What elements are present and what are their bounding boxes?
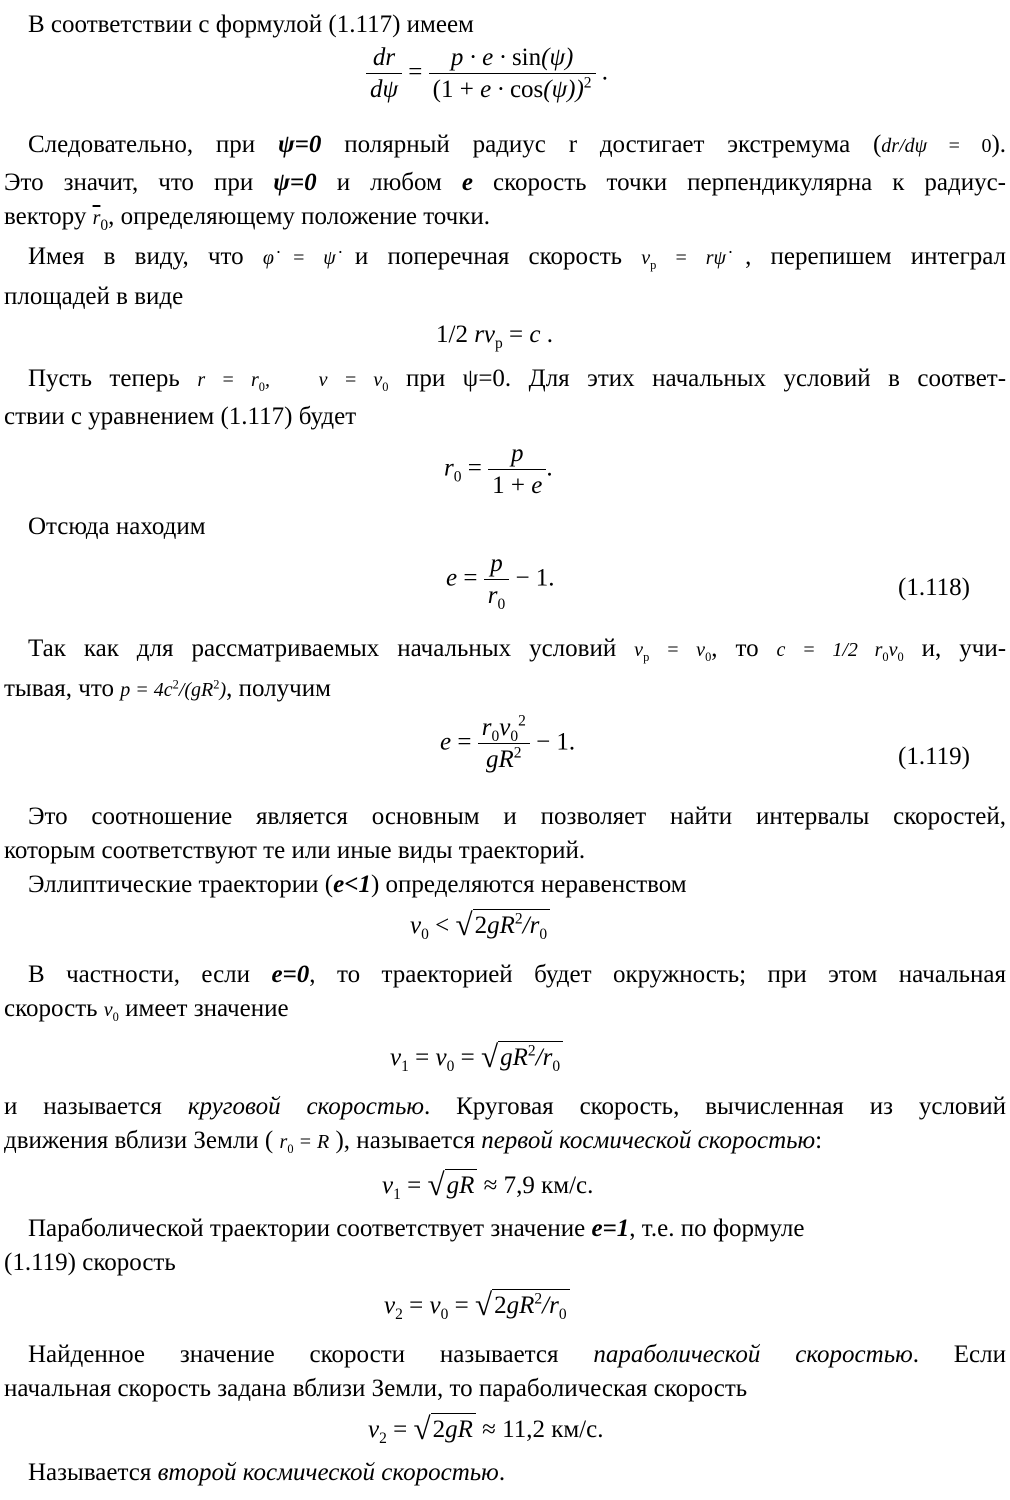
equation-number-119: (1.119) [898, 743, 970, 770]
paragraph-circle: В частности, если e=0, то траекторией будет окружность; при этом начальная [28, 961, 1006, 988]
paragraph-parabolic: Параболической траектории соответствует значение e=1, т.е. по формуле [28, 1215, 805, 1242]
formula-circular-speed: $v_1 = v_0 = √gR^2/r_0$ [390, 1040, 563, 1075]
paragraph-first-cosmic: движения вблизи Земли ( $r_0 = R$ ), называется первой космической скоростью: [4, 1127, 823, 1156]
formula-second-cosmic: $v_2 = √2gR \approx 11,2$ км/с. [368, 1411, 604, 1447]
paragraph-equation-ref: ствии с уравнением (1.117) будет [4, 403, 357, 430]
paragraph-extremum: Следовательно, при ψ=0 полярный радиус r достигает экстремума (dr/dψ = 0). [28, 131, 1007, 158]
paragraph-second-cosmic: Называется второй космической скоростью. [28, 1459, 506, 1486]
formula-first-cosmic: $v_1 = √gR \approx 7,9$ км/с. [382, 1167, 594, 1203]
paragraph-circular-name: и называется круговой скоростью. Круговая скорость, вычисленная из условий [4, 1093, 1006, 1120]
paragraph-basic: Это соотношение является основным и позволяет найти интервалы скоростей, [28, 803, 1006, 830]
paragraph-initial: Пусть теперь $r = r_0$, $v = v_0$ при ψ=0. Для этих начальных условий в соответ- [28, 365, 1007, 394]
equation-number-118: (1.118) [898, 574, 970, 601]
paragraph-elliptic: Эллиптические траектории (e<1) определяются неравенством [28, 871, 687, 898]
paragraph-trajectories: которым соответствуют те или иные виды траекторий. [4, 837, 586, 864]
paragraph-hence: Отсюда находим [28, 513, 206, 540]
formula-derivative: $\frac{dr}{d\psi}$ = $\frac{p \cdot e \cdot \sin(\psi)}{(1 + e \cdot \cos(\psi))^2}$ . [366, 42, 608, 106]
paragraph-areas: площадей в виде [4, 283, 184, 310]
formula-elliptic-inequality: $v_0 < √2gR^2/r_0$ [410, 908, 550, 943]
paragraph-radius-vector: вектору $\overline{r}_0$, определяющему положение точки. [4, 203, 491, 234]
paragraph-speed-ref: (1.119) скорость [4, 1249, 176, 1276]
formula-r0: $r_0$ = $\frac{p}{1 + e}$ . [444, 440, 553, 500]
paragraph-near-earth: начальная скорость задана вблизи Земли, то параболическая скорость [4, 1375, 748, 1402]
formula-e-118: e = $\frac{p}{r_0}$ − 1. [446, 550, 555, 614]
formula-parabolic-speed: $v_2 = v_0 = √2gR^2/r_0$ [384, 1288, 570, 1323]
paragraph-intro: В соответствии с формулой (1.117) имеем [28, 11, 474, 38]
formula-area-integral: 1/2 $rv_p = c$ . [436, 321, 553, 352]
paragraph-parabolic-name: Найденное значение скорости называется параболической скоростью. Если [28, 1341, 1007, 1368]
formula-e-119: e = $\frac{r_0v_0^2}{gR^2}$ − 1. [440, 712, 576, 774]
paragraph-transverse: Имея в виду, что φ̇ = ψ̇ и поперечная скорость $v_p$ = rψ̇ , перепишем интеграл [28, 243, 1007, 272]
paragraph-taking: тывая, что $p = 4c^2/(gR^2)$, получим [4, 675, 331, 702]
paragraph-meaning: Это значит, что при ψ=0 и любом e скорость точки перпендикулярна к радиус- [4, 169, 1007, 196]
paragraph-initial-speed: скорость $v_0$ имеет значение [4, 995, 289, 1024]
paragraph-conditions: Так как для рассматриваемых начальных условий $v_p = v_0$, то c = 1/2 $r_0v_0$ и, учи- [28, 635, 1007, 664]
